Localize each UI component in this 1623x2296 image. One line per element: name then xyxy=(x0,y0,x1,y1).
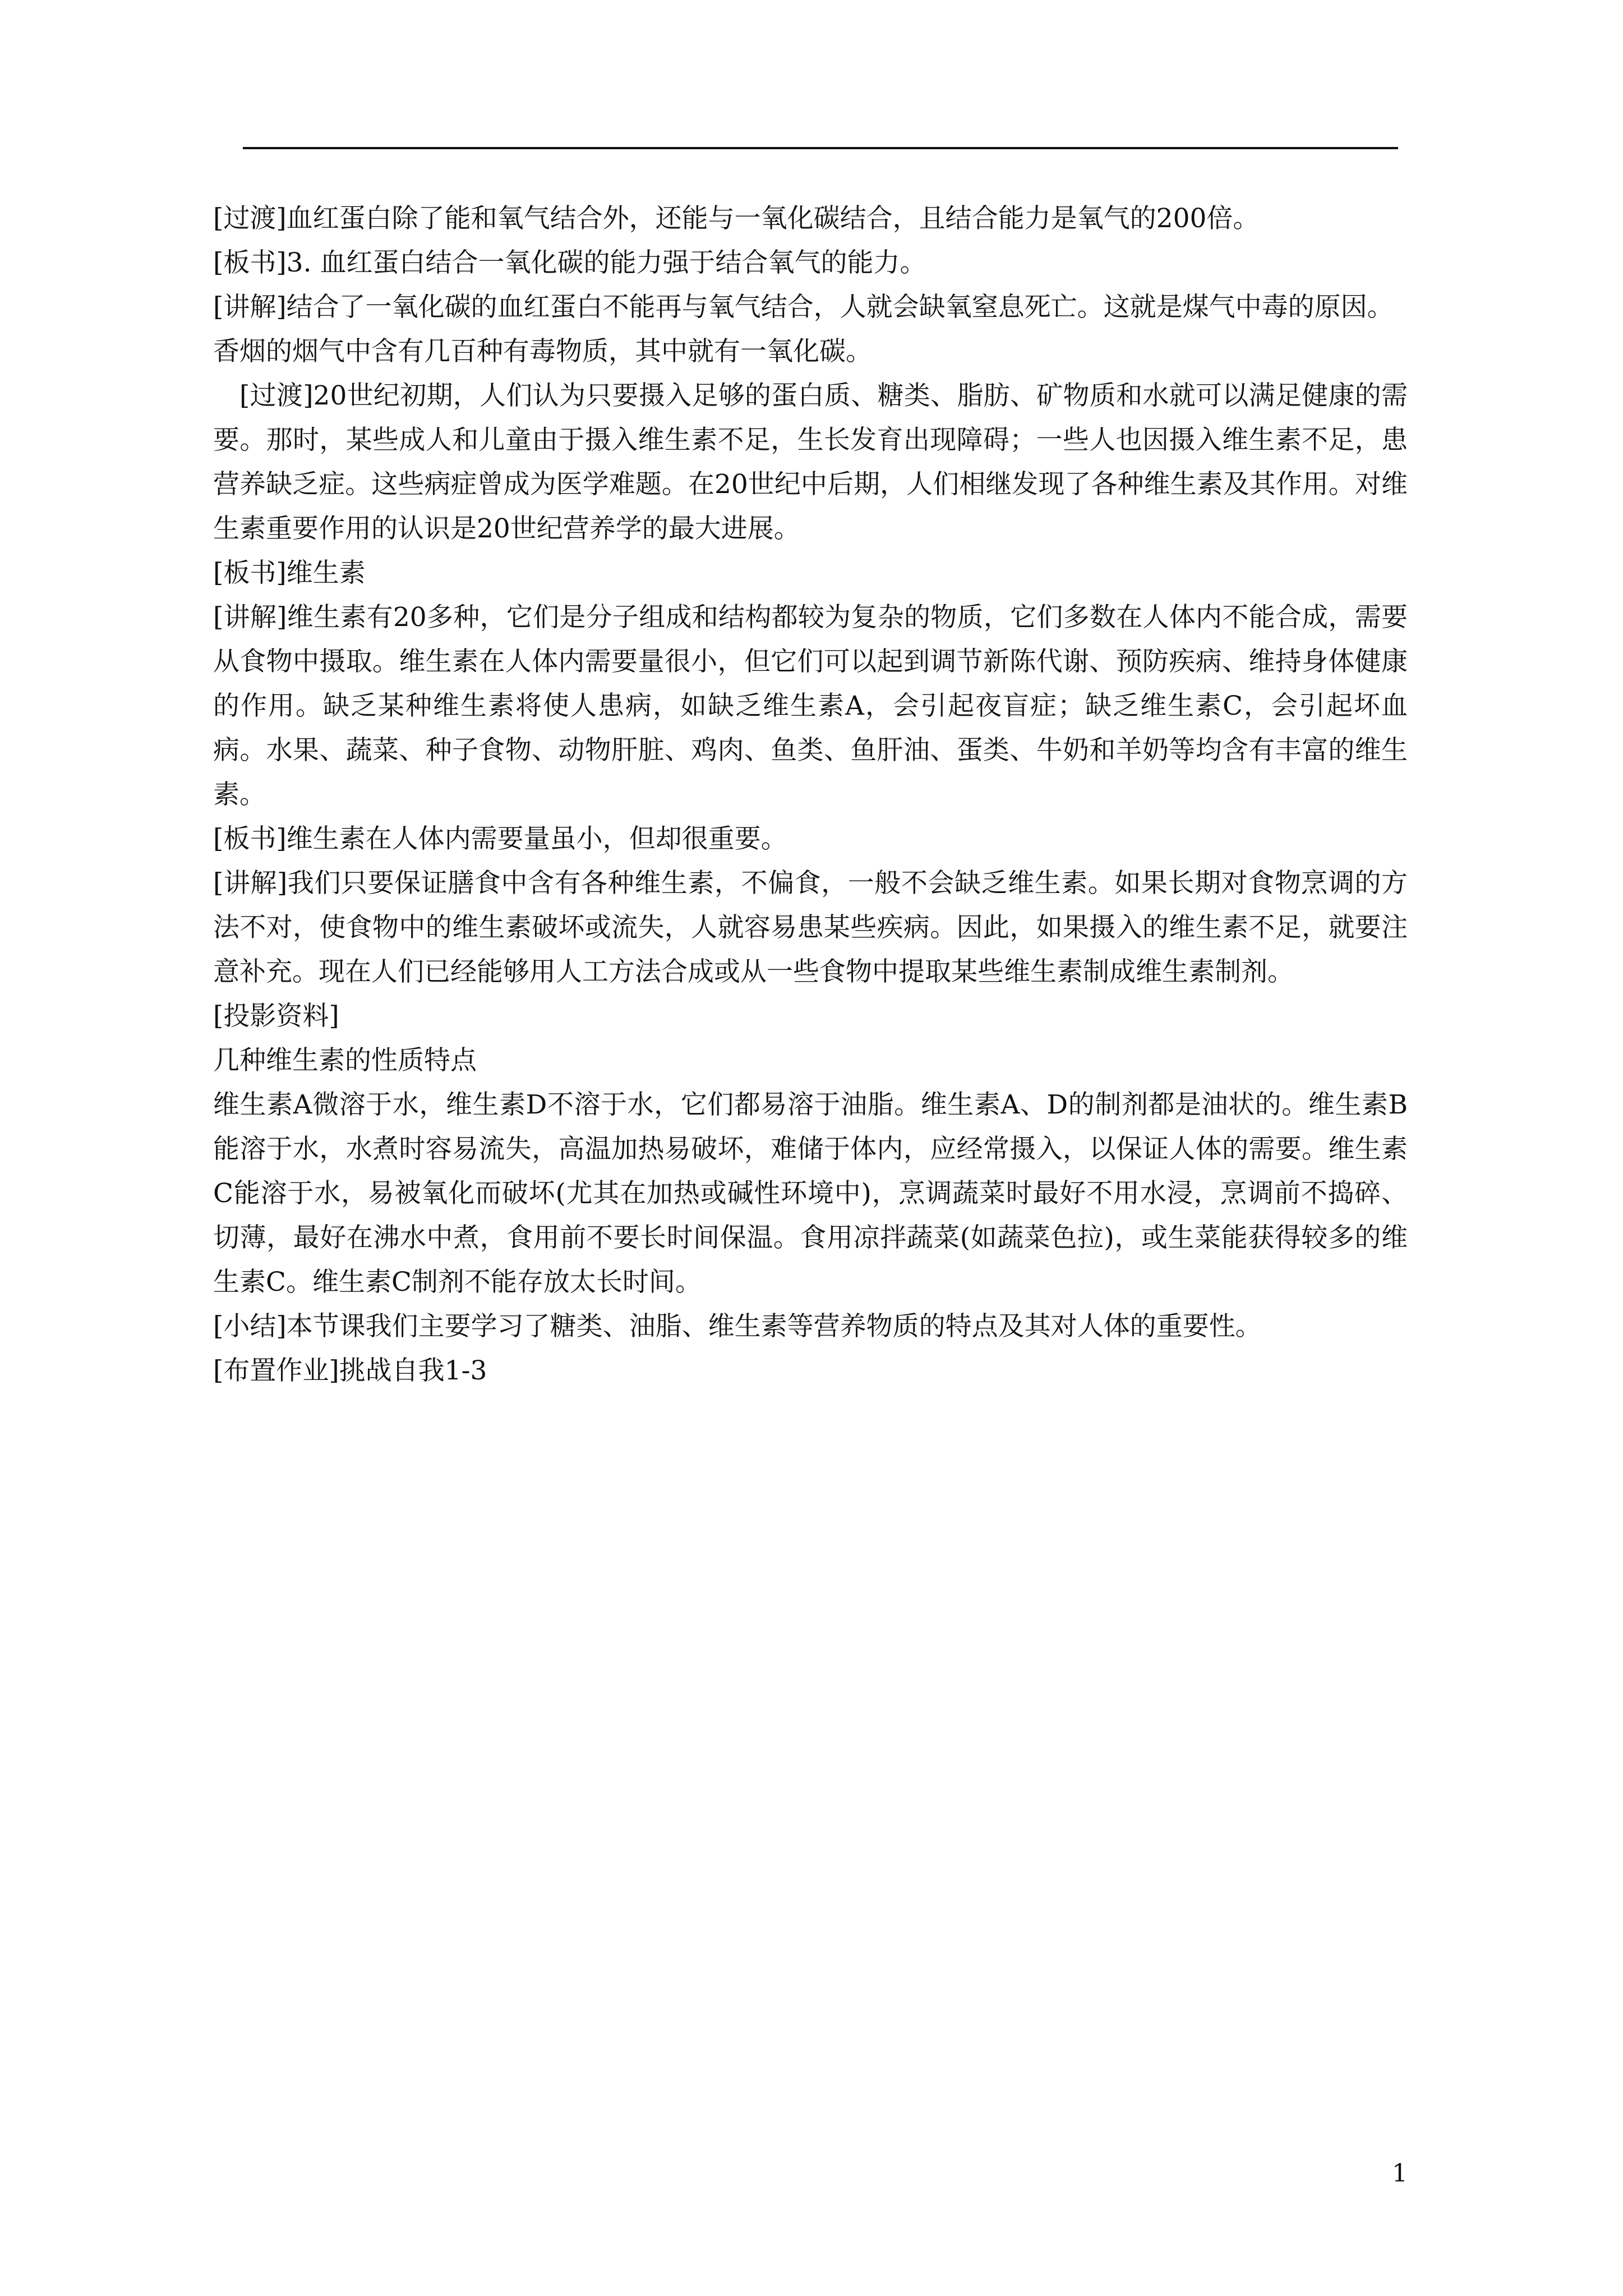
paragraph-projection-material: [投影资料] xyxy=(213,1001,339,1032)
paragraph-transition-vitamin-history: [过渡]20世纪初期，人们认为只要摄入足够的蛋白质、糖类、脂肪、矿物质和水就可以满足健康的需要。那时，某些成人和儿童由于摄入维生素不足，生长发育出现障碍；一些人也因摄入维生素不足，患营养缺乏症。这些病症曾成为医学难题。在20世纪中后期，人们相继发现了各种维生素及其作用。对维生素重要作用的认识是20世纪营养学的最大进展。 xyxy=(213,380,1408,544)
paragraph-explain-vitamin-diet: [讲解]我们只要保证膳食中含有各种维生素，不偏食，一般不会缺乏维生素。如果长期对食物烹调的方法不对，使食物中的维生素破坏或流失，人就容易患某些疾病。因此，如果摄入的维生素不足，就要注意补充。现在人们已经能够用人工方法合成或从一些食物中提取某些维生素制成维生素制剂。 xyxy=(213,868,1408,987)
paragraph-board-vitamins: [板书]维生素 xyxy=(213,558,366,588)
paragraph-summary: [小结]本节课我们主要学习了糖类、油脂、维生素等营养物质的特点及其对人体的重要性。 xyxy=(213,1311,1262,1342)
page-number: 1 xyxy=(1392,2159,1408,2188)
paragraph-explain-co-poisoning: [讲解]结合了一氧化碳的血红蛋白不能再与氧气结合，人就会缺氧窒息死亡。这就是煤气中毒的原因。 xyxy=(213,292,1394,323)
paragraph-board-vitamin-importance: [板书]维生素在人体内需要量虽小，但却很重要。 xyxy=(213,823,787,854)
paragraph-homework: [布置作业]挑战自我1-3 xyxy=(213,1355,487,1386)
paragraph-board-hemoglobin-co: [板书]3. 血红蛋白结合一氧化碳的能力强于结合氧气的能力。 xyxy=(213,247,926,278)
paragraph-transition-hemoglobin-co: [过渡]血红蛋白除了能和氧气结合外，还能与一氧化碳结合，且结合能力是氧气的200倍。 xyxy=(213,203,1260,234)
header-rule xyxy=(243,147,1398,149)
paragraph-vitamin-properties: 维生素A微溶于水，维生素D不溶于水，它们都易溶于油脂。维生素A、D的制剂都是油状的。维生素B能溶于水，水煮时容易流失，高温加热易破坏，难储于体内，应经常摄入，以保证人体的需要。维生素C能溶于水，易被氧化而破坏(尤其在加热或碱性环境中)，烹调蔬菜时最好不用水浸，烹调前不捣碎、切薄，最好在沸水中煮，食用前不要长时间保温。食用凉拌蔬菜(如蔬菜色拉)，或生菜能获得较多的维生素C。维生素C制剂不能存放太长时间。 xyxy=(213,1089,1408,1297)
paragraph-vitamin-properties-title: 几种维生素的性质特点 xyxy=(213,1045,477,1076)
paragraph-cigarette-smoke: 香烟的烟气中含有几百种有毒物质，其中就有一氧化碳。 xyxy=(213,336,872,367)
document-body xyxy=(213,196,1408,1393)
paragraph-explain-vitamins: [讲解]维生素有20多种，它们是分子组成和结构都较为复杂的物质，它们多数在人体内不能合成，需要从食物中摄取。维生素在人体内需要量很小，但它们可以起到调节新陈代谢、预防疾病、维持身体健康的作用。缺乏某种维生素将使人患病，如缺乏维生素A，会引起夜盲症；缺乏维生素C，会引起坏血病。水果、蔬菜、种子食物、动物肝脏、鸡肉、鱼类、鱼肝油、蛋类、牛奶和羊奶等均含有丰富的维生素。 xyxy=(213,602,1408,810)
